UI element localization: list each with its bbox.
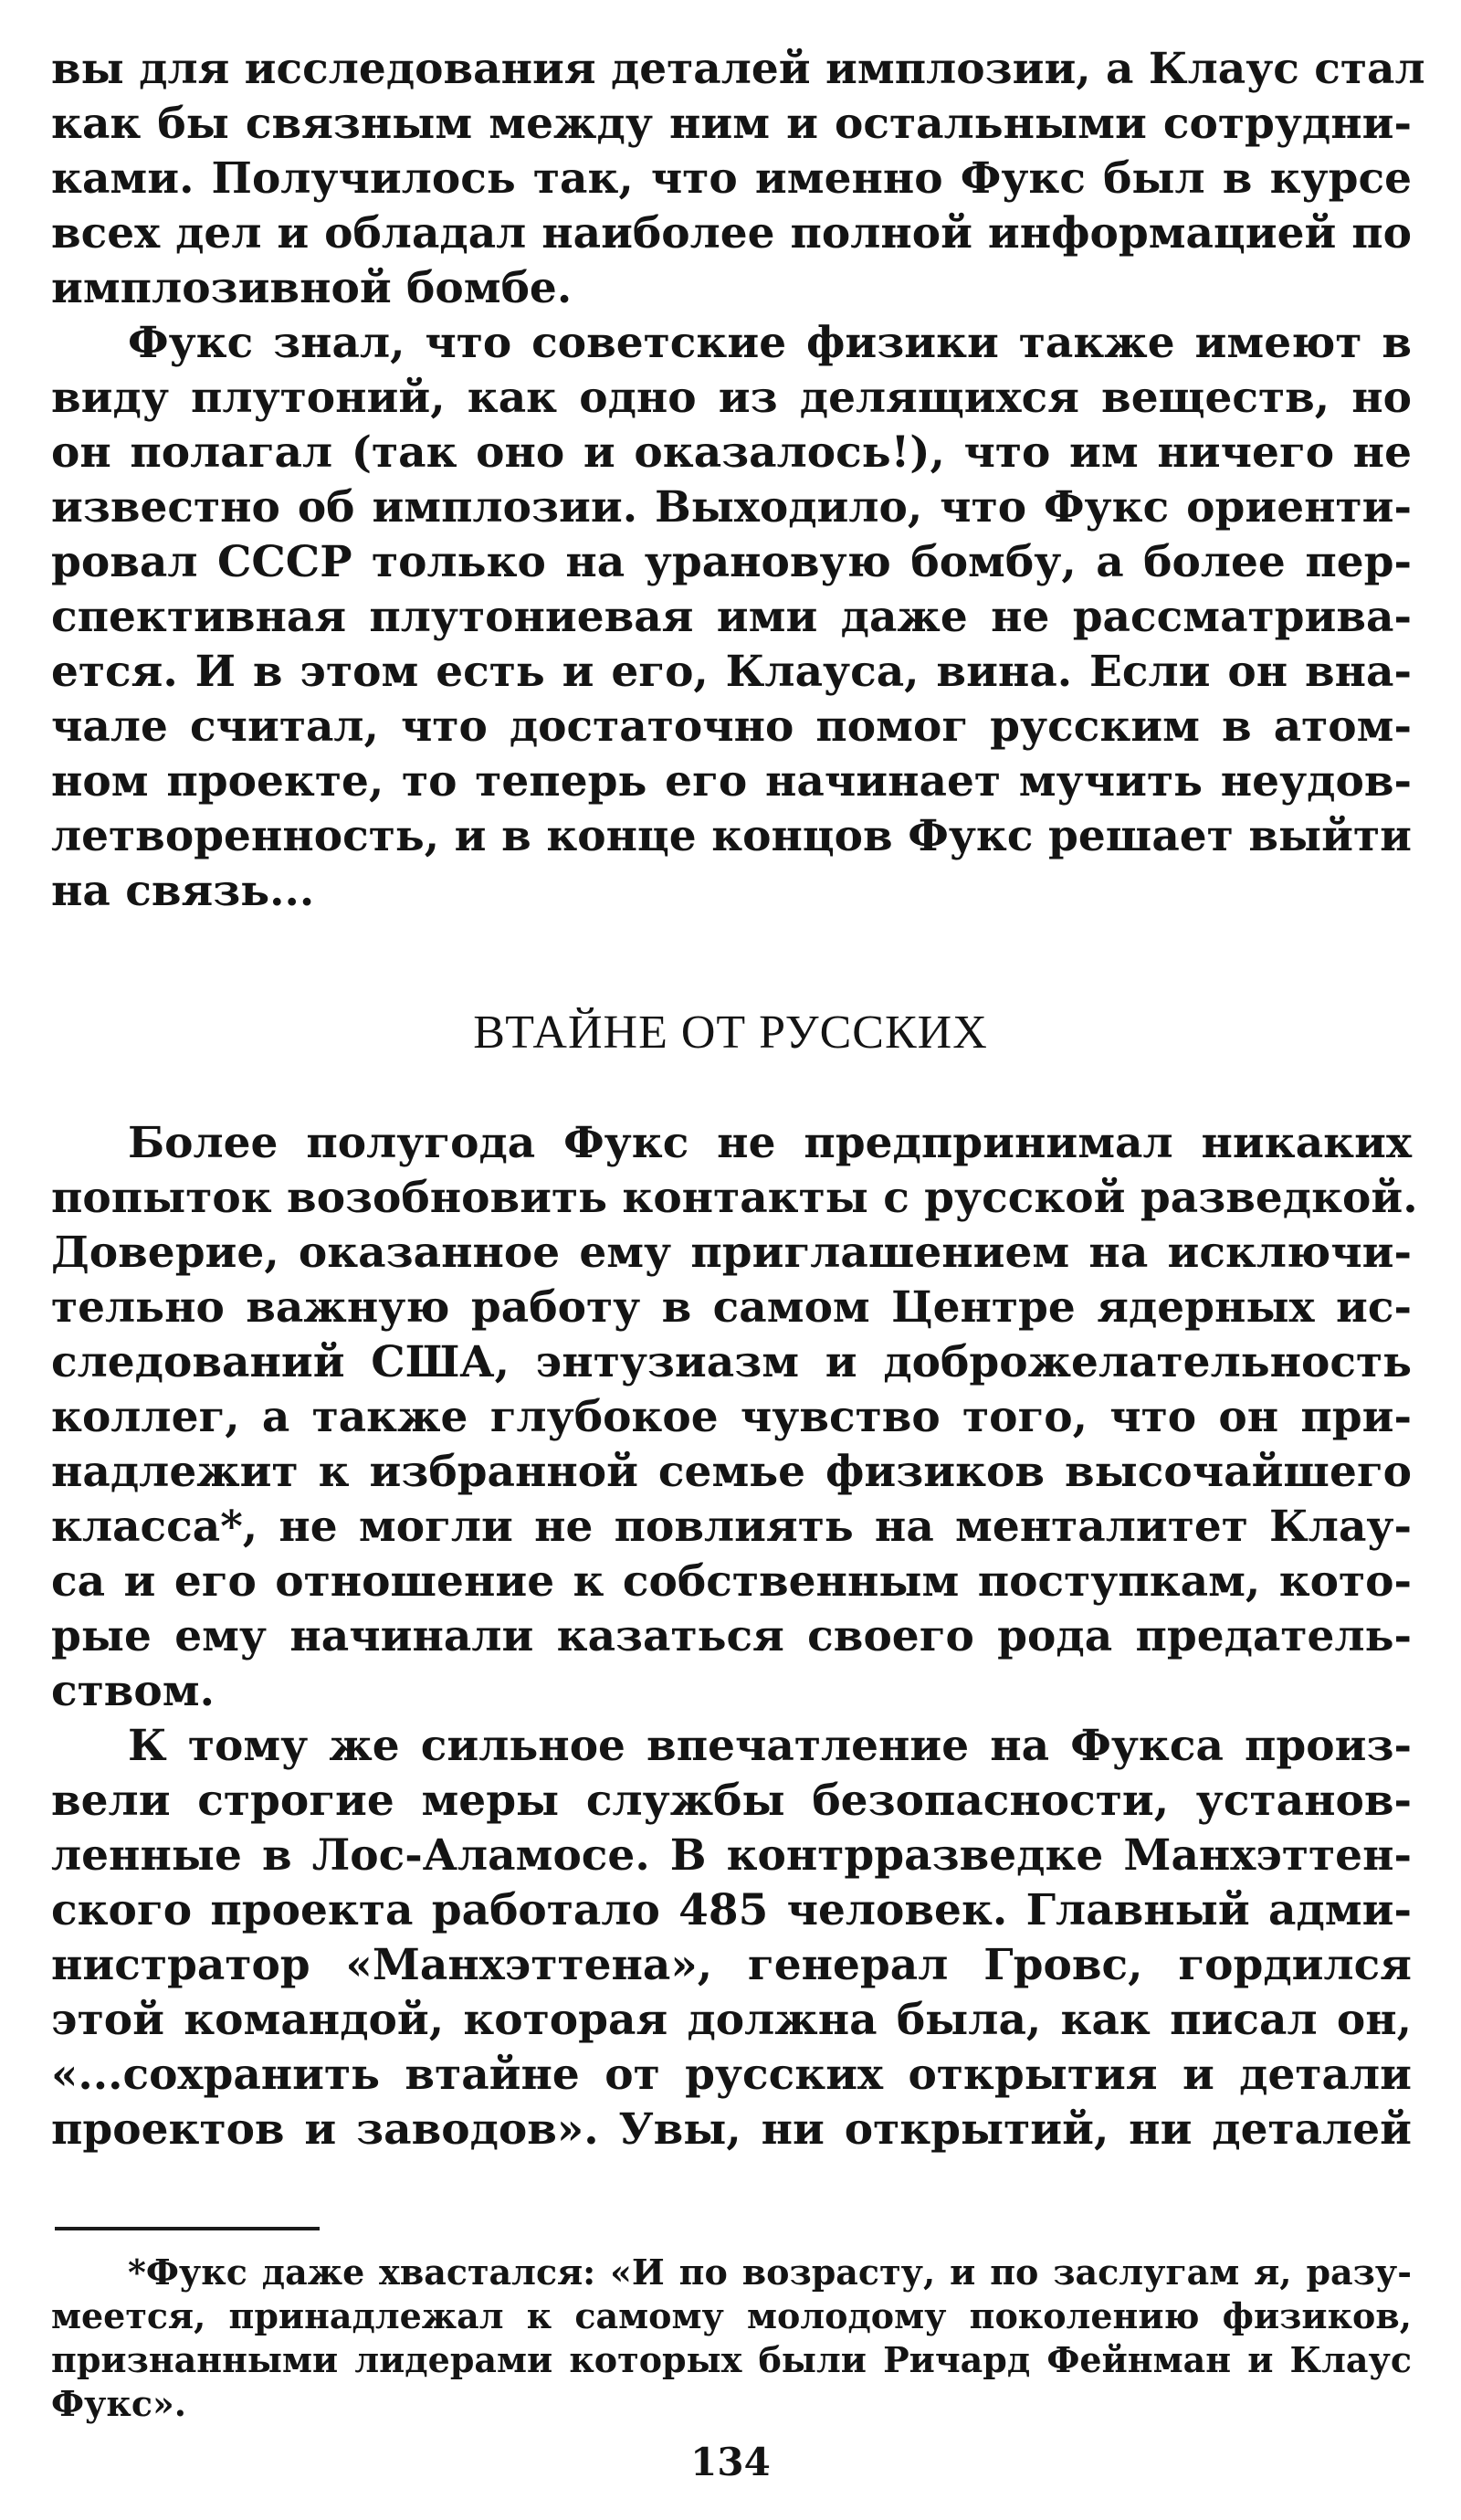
body-line: имплозивной бомбе. [51,263,573,313]
body-line: надлежит к избранной семье физиков высочайшего [51,1447,1412,1497]
body-line: летворенность, и в конце концов Фукс решает выйти [51,811,1412,861]
body-line: ется. И в этом есть и его, Клауса, вина. Если он вна- [51,647,1412,697]
body-line: вы для исследования деталей имплозии, а Клаус стал [51,44,1425,94]
body-line: известно об имплозии. Выходило, что Фукс ориенти- [51,482,1412,532]
body-line: К тому же сильное впечатление на Фукса произ- [128,1721,1412,1771]
body-line: класса*, не могли не повлиять на менталитет Клау- [51,1502,1412,1552]
page-number: 134 [690,2440,771,2484]
body-line: Фукс знал, что советские физики также имеют в [128,318,1412,368]
body-line: он полагал (так оно и оказалось!), что им ничего не [51,427,1412,478]
body-line: Более полугода Фукс не предпринимал никаких [128,1118,1412,1168]
body-line: рые ему начинали казаться своего рода предатель- [51,1611,1412,1661]
section-heading: ВТАЙНЕ ОТ РУССКИХ [473,1007,988,1059]
body-line: са и его отношение к собственным поступкам, кото- [51,1556,1412,1607]
body-line: ского проекта работало 485 человек. Главный адми- [51,1885,1412,1935]
body-line: коллег, а также глубокое чувство того, что он при- [51,1392,1412,1442]
footnote-separator [55,2227,320,2230]
body-line: спективная плутониевая ими даже не рассматрива- [51,592,1412,642]
footnote-line: Фукс». [51,2383,186,2424]
body-line: ровал СССР только на урановую бомбу, а более пер- [51,537,1412,587]
body-line: ками. Получилось так, что именно Фукс был в курсе [51,153,1412,204]
body-line: этой командой, которая должна была, как писал он, [51,1995,1412,2045]
body-line: виду плутоний, как одно из делящихся веществ, но [51,373,1412,423]
body-line: как бы связным между ним и остальными сотрудни- [51,99,1412,149]
body-line: следований США, энтузиазм и доброжелательность [51,1337,1412,1387]
body-line: всех дел и обладал наиболее полной информацией по [51,208,1412,258]
body-line: ленные в Лос-Аламосе. В контрразведке Манхэттен- [51,1830,1412,1881]
body-line: чале считал, что достаточно помог русским в атом- [51,701,1412,752]
body-line: нистратор «Манхэттена», генерал Гровс, гордился [51,1940,1412,1990]
body-line: ством. [51,1666,215,1716]
body-line: «...сохранить втайне от русских открытия и детали [51,2050,1412,2100]
body-line: проектов и заводов». Увы, ни открытий, ни деталей [51,2104,1412,2155]
body-line: попыток возобновить контакты с русской разведкой. [51,1173,1418,1223]
body-line: вели строгие меры службы безопасности, установ- [51,1776,1412,1826]
body-line: ном проекте, то теперь его начинает мучить неудов- [51,756,1412,807]
body-line: на связь... [51,866,315,916]
footnote-line: *Фукс даже хвастался: «И по возрасту, и по заслугам я, разу- [128,2251,1412,2293]
body-line: тельно важную работу в самом Центре ядерных ис- [51,1282,1412,1333]
footnote-line: меется, принадлежал к самому молодому поколению физиков, [51,2295,1412,2336]
footnote-line: признанными лидерами которых были Ричард Фейнман и Клаус [51,2339,1412,2380]
body-line: Доверие, оказанное ему приглашением на исключи- [51,1228,1412,1278]
